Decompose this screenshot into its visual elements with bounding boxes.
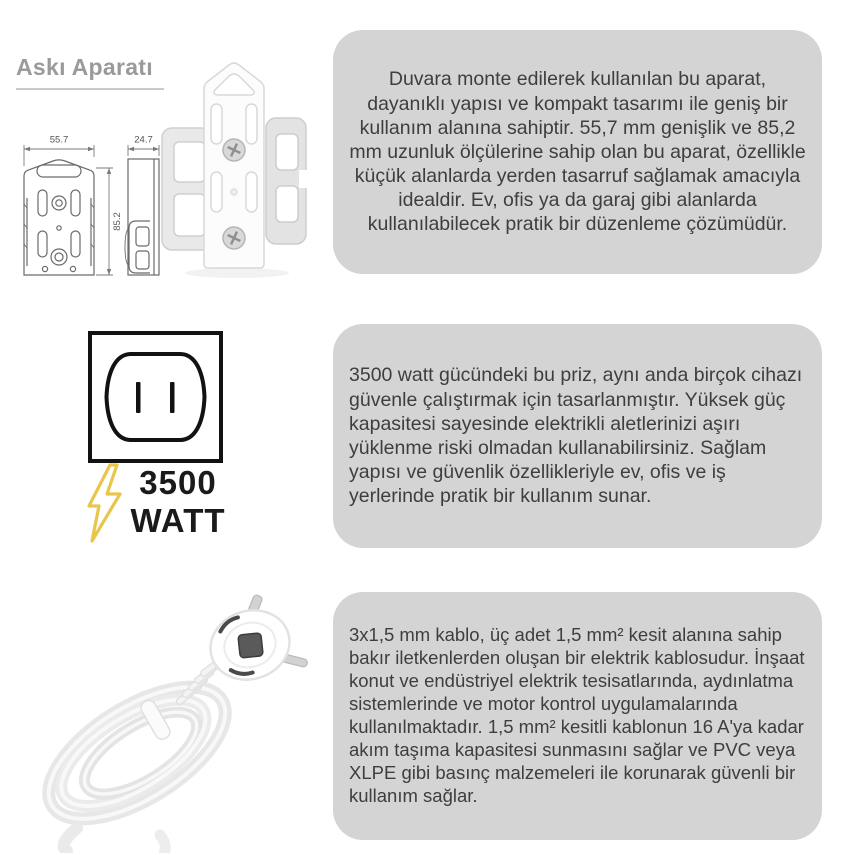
title-underline: [16, 88, 164, 90]
watt-rating: [124, 464, 232, 540]
bracket-description-box: [333, 30, 822, 274]
power-cable-image: [22, 583, 317, 853]
watt-unit: WATT: [130, 502, 226, 539]
dimension-depth-label: 24.7: [134, 134, 153, 146]
bracket-description-text: Duvara monte edilerek kullanılan bu aparat, dayanıklı yapısı ve kompakt tasarımı ile geniş bir kullanım alanına sahiptir. 55,7 mm genişlik ve 85,2 mm uzunluk ölçülerine sahip olan bu aparat, özellikle küçük alanlarda yerden tasarruf sağlamak amacıyla idealdir. Ev, ofis ya da garaj gibi alanlarda kullanılabilecek pratik bir düzenleme çözümüdür.: [349, 68, 806, 236]
cable-description-text: 3x1,5 mm kablo, üç adet 1,5 mm² kesit alanına sahip bakır iletkenlerden oluşan bir elektrik kablosudur. İnşaat konut ve endüstriyel elektrik tesisatlarında, aydınlatma sistemlerinde ve motor kontrol uygulamalarında kullanılmaktadır. 1,5 mm² kesitli kablonun 16 A'ya kadar akım taşıma kapasitesi sunmasını sağlar ve PVC veya XLPE gibi basınç malzemeleri ile korunarak güvenli bir kullanım sağlar.: [349, 624, 805, 806]
outlet-icon: [88, 331, 223, 463]
power-description-box: [333, 324, 822, 548]
bracket-technical-drawing-icon: [12, 128, 164, 290]
bracket-section-title: Askı Aparatı: [16, 54, 153, 80]
watt-value: 3500: [139, 464, 217, 501]
bracket-3d-image: [152, 52, 312, 282]
power-description-text: 3500 watt gücündeki bu priz, aynı anda birçok cihazı güvenle çalıştırmak için tasarlanmıştır. Yüksek güç kapasitesi sayesinde elektrikli aletlerinizi aşırı yüklenme riski olmadan kullanabilirsiniz. Sağlam yapısı ve güvenlik özellikleriyle ev, ofis ve iş yerlerinde pratik bir kullanım sunar.: [349, 364, 803, 508]
dimension-width-label: 55.7: [49, 134, 69, 146]
lightning-bolt-icon: [84, 462, 124, 544]
cable-description-box: [333, 592, 822, 840]
dimension-height-label: 85.2: [112, 212, 123, 231]
